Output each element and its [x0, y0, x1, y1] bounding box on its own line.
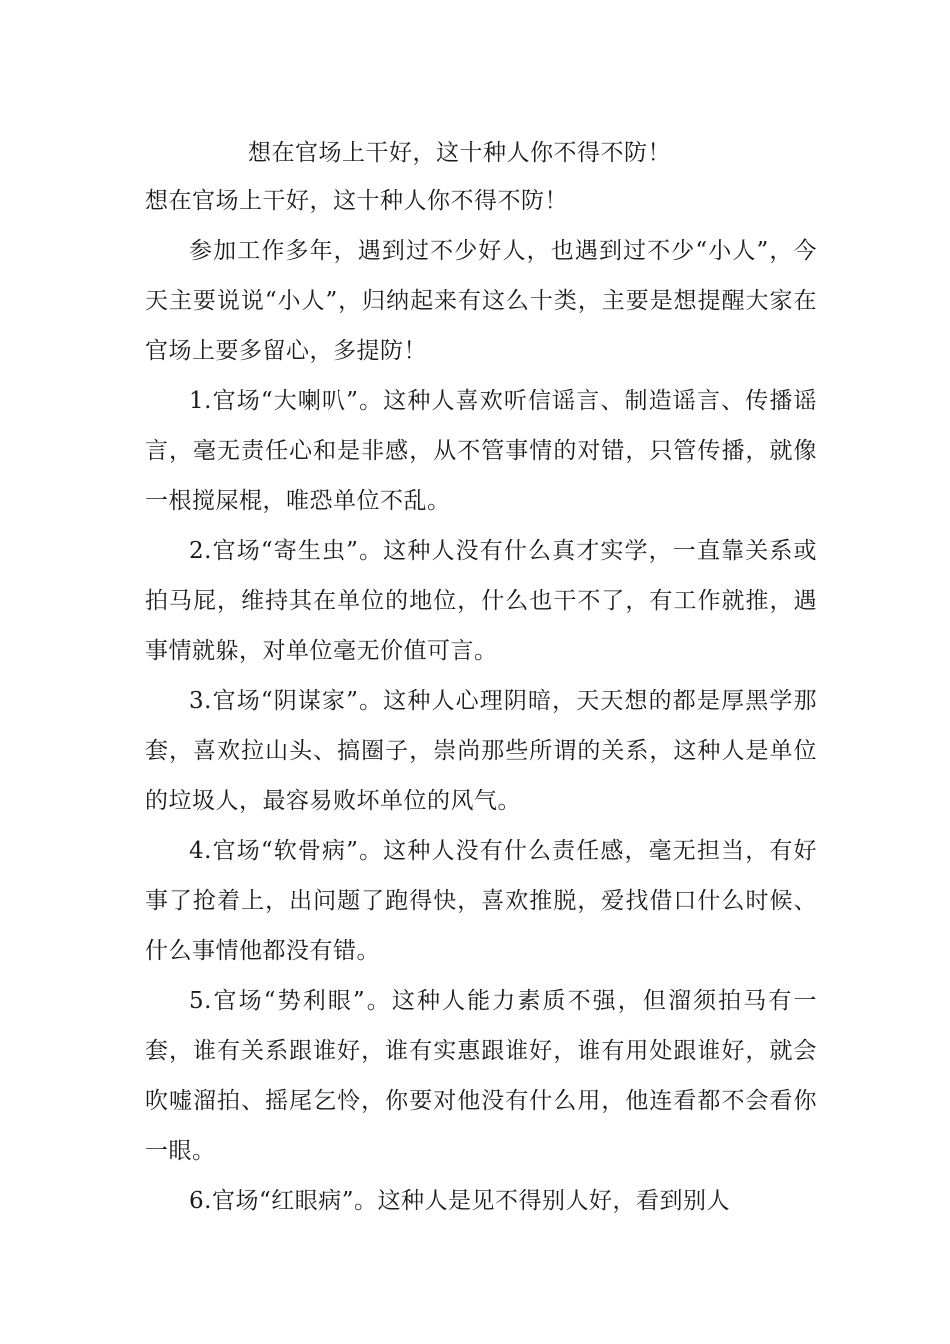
item-number: 1. — [189, 388, 212, 414]
item-number: 4. — [189, 838, 212, 864]
list-item — [145, 1176, 817, 1226]
list-item — [145, 376, 817, 526]
list-item — [145, 676, 817, 826]
document-subtitle: 想在官场上干好，这十种人你不得不防！ — [145, 188, 568, 214]
item-text: 官场“阴谋家”。这种人心理阴暗，天天想的都是厚黑学那套，喜欢拉山头、搞圈子，崇尚那些所谓的关系，这种人是单位的垃圾人，最容易败坏单位的风气。 — [145, 688, 817, 814]
intro-paragraph: 参加工作多年，遇到过不少好人，也遇到过不少“小人”，今天主要说说“小人”，归纳起来有这么十类，主要是想提醒大家在官场上要多留心，多提防！ — [145, 238, 817, 364]
item-text: 官场“红眼病”。这种人是见不得别人好，看到别人 — [211, 1188, 730, 1214]
item-number: 2. — [189, 538, 212, 564]
item-text: 官场“寄生虫”。这种人没有什么真才实学，一直靠关系或拍马屁，维持其在单位的地位，什么也干不了，有工作就推，遇事情就躲，对单位毫无价值可言。 — [145, 538, 817, 664]
item-number: 5. — [189, 988, 212, 1014]
document-title: 想在官场上干好，这十种人你不得不防！ — [248, 140, 671, 166]
item-number: 6. — [189, 1188, 212, 1214]
list-item — [145, 526, 817, 676]
list-item — [145, 976, 817, 1176]
list-item — [145, 826, 817, 976]
item-number: 3. — [189, 688, 212, 714]
item-text: 官场“势利眼”。这种人能力素质不强，但溜须拍马有一套，谁有关系跟谁好，谁有实惠跟谁好，谁有用处跟谁好，就会吹嘘溜拍、摇尾乞怜，你要对他没有什么用，他连看都不会看你一眼。 — [145, 988, 817, 1164]
item-text: 官场“软骨病”。这种人没有什么责任感，毫无担当，有好事了抢着上，出问题了跑得快，喜欢推脱，爱找借口什么时候、什么事情他都没有错。 — [145, 838, 817, 964]
document-body — [145, 226, 817, 1226]
item-text: 官场“大喇叭”。这种人喜欢听信谣言、制造谣言、传播谣言，毫无责任心和是非感，从不管事情的对错，只管传播，就像一根搅屎棍，唯恐单位不乱。 — [145, 388, 817, 514]
